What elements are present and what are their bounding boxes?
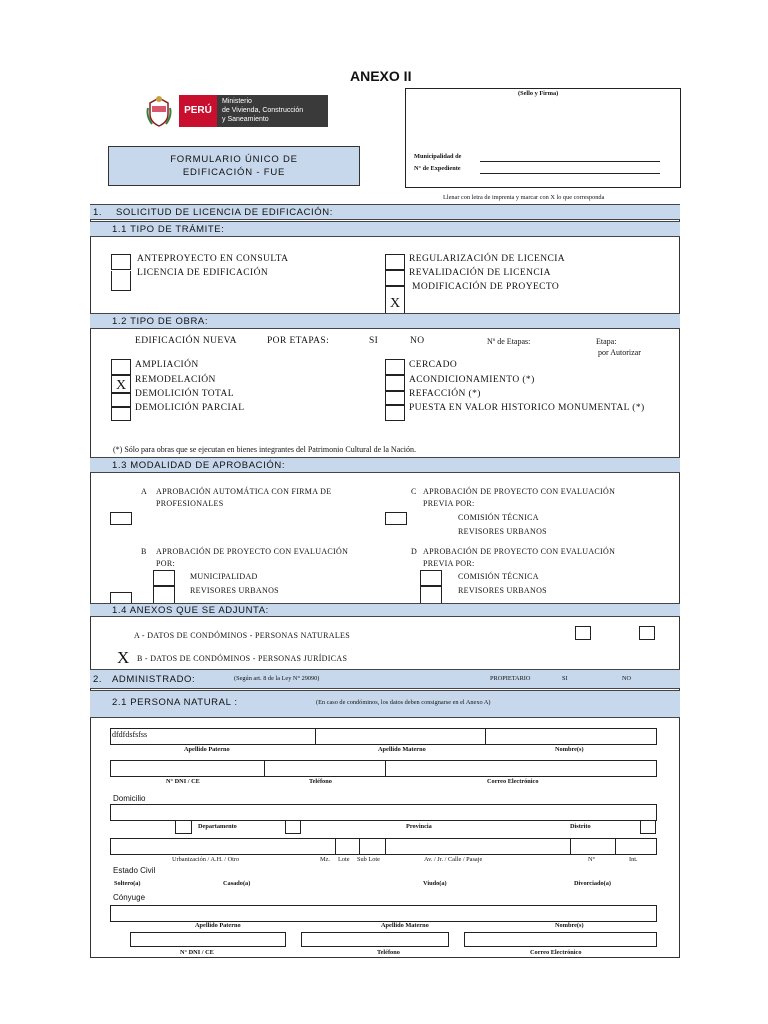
mod-c-line2: PREVIA POR:: [423, 499, 475, 508]
option-regularizacion: REGULARIZACIÓN DE LICENCIA: [409, 254, 566, 264]
field-conyuge-correo[interactable]: [464, 932, 657, 947]
checkbox-mod-a[interactable]: [110, 512, 132, 525]
label-por-etapas: POR ETAPAS:: [267, 336, 330, 346]
mod-c-letter: C: [411, 487, 417, 496]
section-2-1-header: 2.1 PERSONA NATURAL : (En caso de condóminos, los datos deben consignarse en el Anexo A): [90, 690, 680, 718]
mod-c-opt1: COMISIÓN TÉCNICA: [458, 513, 539, 522]
label-lote: Lote: [338, 856, 350, 863]
annex-mark: X: [117, 648, 130, 667]
checkbox-revalidacion[interactable]: [385, 270, 405, 286]
label-telefono: Teléfono: [309, 778, 332, 785]
option-licencia-edificacion: LICENCIA DE EDIFICACIÓN: [137, 268, 269, 278]
checkbox-anteproyecto[interactable]: [111, 254, 131, 270]
mod-a-letter: A: [141, 487, 147, 496]
seal-box: [405, 88, 681, 188]
section-1-4-header: 1.4 ANEXOS QUE SE ADJUNTA:: [90, 603, 680, 617]
section-2-header: 2. ADMINISTRADO: (Según art. 8 de la Ley N° 29090) PROPIETARIO SI NO: [90, 669, 680, 689]
label-distrito: Distrito: [570, 823, 591, 830]
form-title-line2: EDIFICACIÓN - FUE: [182, 167, 286, 178]
option-refaccion: REFACCIÓN (*): [409, 389, 481, 399]
option-ampliacion: AMPLIACIÓN: [135, 360, 199, 370]
field-lote[interactable]: [359, 838, 386, 855]
option-revalidacion: REVALIDACIÓN DE LICENCIA: [409, 268, 551, 278]
section-1-header: 1. SOLICITUD DE LICENCIA DE EDIFICACIÓN:: [90, 204, 680, 220]
field-correo[interactable]: [385, 760, 657, 777]
checkbox-ampliacion[interactable]: [111, 359, 131, 375]
label-urbanizacion: Urbanización / A.H. / Otro: [172, 856, 240, 863]
field-interior[interactable]: [615, 838, 657, 855]
option-acondicionamiento: ACONDICIONAMIENTO (*): [409, 375, 535, 385]
checkbox-provincia[interactable]: [285, 820, 301, 834]
label-apellido-materno: Apellido Materno: [378, 746, 426, 753]
checkbox-annex-a[interactable]: [575, 626, 591, 640]
mod-b-opt2: REVISORES URBANOS: [190, 586, 279, 595]
section-1-1-header: 1.1 TIPO DE TRÁMITE:: [90, 221, 680, 237]
label-nombres: Nombre(s): [555, 746, 584, 753]
checkbox-demolicion-total[interactable]: [111, 393, 131, 407]
checkbox-refaccion[interactable]: [385, 391, 405, 405]
mod-d-line1: APROBACIÓN DE PROYECTO CON EVALUACIÓN: [423, 547, 616, 556]
label-conyuge-correo: Correo Electrónico: [530, 949, 582, 956]
mod-b-line2: POR:: [156, 559, 175, 568]
form-title-line1: FORMULARIO ÚNICO DE: [170, 154, 298, 165]
option-anteproyecto: ANTEPROYECTO EN CONSULTA: [137, 254, 289, 264]
label-conyuge-apellido-materno: Apellido Materno: [381, 922, 429, 929]
label-dni: N° DNI / CE: [166, 778, 200, 785]
option-modificacion: MODIFICACIÓN DE PROYECTO: [412, 282, 560, 292]
checkbox-mod-c[interactable]: [385, 512, 407, 525]
checkbox-puesta-en-valor[interactable]: [385, 405, 405, 421]
label-domicilio: Domicilio: [113, 794, 146, 803]
checkbox-regularizacion[interactable]: [385, 254, 405, 270]
field-numero[interactable]: [570, 838, 616, 855]
checkbox-departamento[interactable]: [175, 820, 192, 834]
field-nombres[interactable]: [485, 728, 657, 745]
surname-value: dfdfdsfsfss: [112, 730, 148, 739]
label-mz: Mz.: [320, 856, 330, 863]
seal-label: (Sello y Firma): [518, 90, 559, 97]
label-provincia: Provincia: [406, 823, 432, 830]
label-num-etapas: Nº de Etapas:: [487, 337, 531, 346]
mod-b-line1: APROBACIÓN DE PROYECTO CON EVALUACIÓN: [156, 547, 349, 556]
section-1-2-header: 1.2 TIPO DE OBRA:: [90, 313, 680, 329]
ministry-logo: [146, 94, 328, 128]
mod-d-line2: PREVIA POR:: [423, 559, 475, 568]
label-sub-lote: Sub Lote: [357, 856, 380, 863]
checkbox-cercado[interactable]: [385, 359, 405, 375]
option-cercado: CERCADO: [409, 360, 458, 370]
annex-a-label: A - DATOS DE CONDÓMINOS - PERSONAS NATURALES: [134, 631, 350, 640]
field-apellido-paterno[interactable]: [110, 728, 316, 745]
label-numero: N°: [588, 856, 596, 863]
label-por-autorizar: por Autorizar: [598, 348, 641, 357]
annex-title: ANEXO II: [350, 68, 412, 84]
label-apellido-paterno: Apellido Paterno: [184, 746, 230, 753]
municipality-field[interactable]: [480, 161, 660, 162]
checkbox-mod-b-municipalidad[interactable]: [153, 570, 175, 586]
checkbox-distrito[interactable]: [640, 820, 656, 834]
option-viudo[interactable]: Viudo(a): [423, 880, 447, 887]
file-number-field[interactable]: [480, 173, 660, 174]
label-conyuge-dni: N° DNI / CE: [180, 949, 214, 956]
option-divorciado[interactable]: Divorciado(a): [574, 880, 611, 887]
mod-b-opt1: MUNICIPALIDAD: [190, 572, 258, 581]
field-dni[interactable]: [110, 760, 265, 777]
label-si: SI: [369, 336, 379, 346]
fill-instruction: Llenar con letra de imprenta y marcar con X lo que corresponda: [443, 194, 605, 201]
label-calle: Av. / Jr. / Calle / Pasaje: [424, 856, 483, 863]
mod-c-opt2: REVISORES URBANOS: [458, 527, 547, 536]
field-telefono[interactable]: [264, 760, 386, 777]
section-1-3-header: 1.3 MODALIDAD DE APROBACIÓN:: [90, 457, 680, 473]
obra-mark: X: [116, 378, 127, 393]
label-correo: Correo Electrónico: [487, 778, 539, 785]
option-demolicion-parcial: DEMOLICIÓN PARCIAL: [135, 403, 245, 413]
field-conyuge-telefono[interactable]: [301, 932, 449, 947]
label-conyuge-nombres: Nombre(s): [555, 922, 584, 929]
option-edificacion-nueva: EDIFICACIÓN NUEVA: [135, 336, 237, 346]
file-number-label: N° de Expediente: [414, 165, 461, 172]
annex-b-label: B - DATOS DE CONDÓMINOS - PERSONAS JURÍDICAS: [137, 654, 348, 663]
checkbox-acondicionamiento[interactable]: [385, 375, 405, 391]
field-conyuge-nombre[interactable]: [110, 905, 657, 922]
mod-c-line1: APROBACIÓN DE PROYECTO CON EVALUACIÓN: [423, 487, 616, 496]
mod-a-line2: PROFESIONALES: [156, 499, 224, 508]
mod-d-opt2: REVISORES URBANOS: [458, 586, 547, 595]
field-calle[interactable]: [385, 838, 571, 855]
obra-footnote: (*) Sólo para obras que se ejecutan en bienes integrantes del Patrimonio Cultural de la Nación.: [113, 445, 417, 454]
field-conyuge-dni[interactable]: [130, 932, 286, 947]
checkbox-annex-b[interactable]: [639, 626, 655, 640]
mod-d-opt1: COMISIÓN TÉCNICA: [458, 572, 539, 581]
label-conyuge-apellido-paterno: Apellido Paterno: [195, 922, 241, 929]
field-urbanizacion[interactable]: [110, 838, 336, 855]
ministry-badge: Ministerio de Vivienda, Construcción y Saneamiento: [217, 95, 328, 127]
label-interior: Int.: [629, 856, 638, 863]
field-mz[interactable]: [335, 838, 360, 855]
option-demolicion-total: DEMOLICIÓN TOTAL: [135, 389, 234, 399]
municipality-label: Municipalidad de: [414, 153, 462, 160]
label-no: NO: [410, 336, 425, 346]
checkbox-mod-b-revisores[interactable]: [153, 586, 175, 604]
mod-a-line1: APROBACIÓN AUTOMÁTICA CON FIRMA DE: [156, 487, 332, 496]
checkbox-mod-d-comision[interactable]: [420, 570, 442, 586]
label-conyuge: Cónyuge: [113, 893, 146, 902]
label-conyuge-telefono: Teléfono: [377, 949, 400, 956]
checkbox-tramite-extra[interactable]: [111, 271, 131, 291]
form-title-box: [108, 146, 360, 186]
coat-of-arms-icon: [146, 94, 172, 128]
field-apellido-materno[interactable]: [315, 728, 486, 745]
option-puesta-en-valor: PUESTA EN VALOR HISTORICO MONUMENTAL (*): [409, 403, 645, 413]
label-etapa: Etapa:: [596, 337, 617, 346]
checkbox-demolicion-parcial[interactable]: [111, 407, 131, 421]
peru-badge: PERÚ: [179, 95, 217, 127]
label-departamento: Departamento: [198, 823, 237, 830]
label-estado-civil: Estado Civil: [113, 866, 156, 875]
option-soltero[interactable]: Soltero(a): [114, 880, 141, 887]
tramite-mark: X: [390, 296, 401, 311]
option-casado[interactable]: Casado(a): [223, 880, 251, 887]
option-remodelacion: REMODELACIÓN: [135, 375, 216, 385]
field-domicilio[interactable]: [110, 804, 657, 821]
mod-b-letter: B: [141, 547, 147, 556]
mod-d-letter: D: [411, 547, 417, 556]
checkbox-mod-d-revisores[interactable]: [420, 586, 442, 604]
